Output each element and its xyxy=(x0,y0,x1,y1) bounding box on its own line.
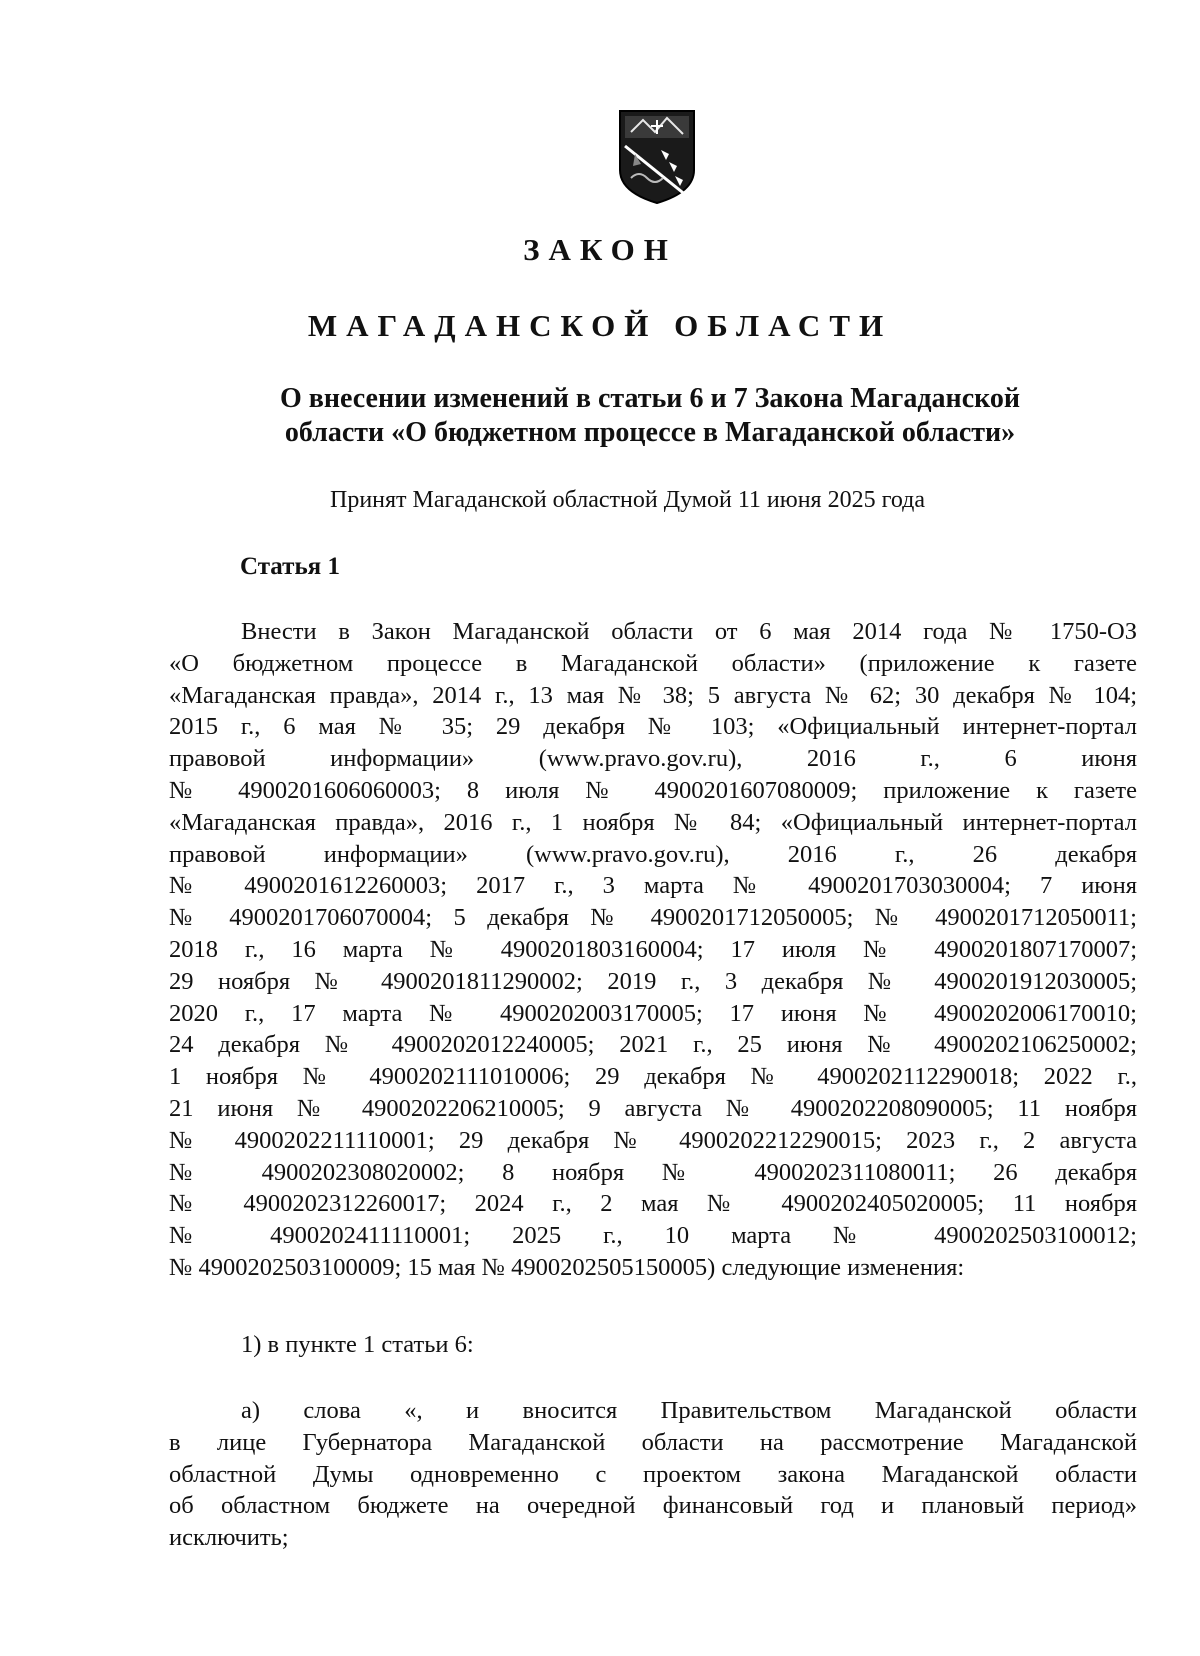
law-subject-heading xyxy=(170,382,1130,450)
paragraph-line: № 4900202411110001; 2025 г., 10 марта № 4900202503100012; xyxy=(169,1222,1137,1250)
paragraph-line: Внести в Закон Магаданской области от 6 мая 2014 года № 1750-ОЗ xyxy=(241,618,1137,645)
paragraph-line: № 4900202211110001; 29 декабря № 4900202212290015; 2023 г., 2 августа xyxy=(169,1126,1137,1154)
paragraph-line: «Магаданская правда», 2016 г., 1 ноября № 84; «Официальный интернет-портал xyxy=(169,808,1137,836)
paragraph-line: правовой информации» (www.pravo.gov.ru), 2016 г., 26 декабря xyxy=(169,840,1137,868)
article-intro-paragraph xyxy=(169,616,1137,1284)
article-heading: Статья 1 xyxy=(240,553,340,580)
paragraph-line: 21 июня № 4900202206210005; 9 августа № 4900202208090005; 11 ноября xyxy=(169,1094,1137,1122)
paragraph-line: № 4900201612260003; 2017 г., 3 марта № 4900201703030004; 7 июня xyxy=(169,872,1137,900)
paragraph-line: 2020 г., 17 марта № 4900202003170005; 17 июня № 4900202006170010; xyxy=(169,999,1137,1027)
subtitle-line: О внесении изменений в статьи 6 и 7 Закона Магаданской xyxy=(279,383,1021,414)
paragraph-line: 24 декабря № 4900202012240005; 2021 г., 25 июня № 4900202106250002; xyxy=(169,1031,1137,1059)
subitem-a-paragraph xyxy=(169,1395,1137,1554)
paragraph-line: № 4900202503100009; 15 мая № 4900202505150005) следующие изменения: xyxy=(169,1253,965,1281)
adoption-note: Принят Магаданской областной Думой 11 июня 2025 года xyxy=(329,487,926,513)
paragraph-line: 1 ноября № 4900202111010006; 29 декабря № 4900202112290018; 2022 г., xyxy=(169,1063,1137,1091)
paragraph-line: правовой информации» (www.pravo.gov.ru), 2016 г., 6 июня xyxy=(169,745,1137,773)
paragraph-line: областной Думы одновременно с проектом закона Магаданской области xyxy=(169,1460,1137,1488)
coat-of-arms-emblem xyxy=(617,108,697,206)
paragraph-line: а) слова «, и вносится Правительством Магаданской области xyxy=(241,1397,1137,1424)
document-title: ЗАКОН xyxy=(523,232,677,267)
item-1: 1) в пункте 1 статьи 6: xyxy=(241,1331,474,1358)
subtitle-line: области «О бюджетном процессе в Магаданской области» xyxy=(284,417,1016,448)
paragraph-line: № 4900201706070004; 5 декабря № 4900201712050005; № 4900201712050011; xyxy=(169,904,1137,932)
paragraph-line: 2018 г., 16 марта № 4900201803160004; 17 июля № 4900201807170007; xyxy=(169,935,1137,963)
paragraph-line: «О бюджетном процессе в Магаданской области» (приложение к газете xyxy=(169,649,1137,677)
document-region: МАГАДАНСКОЙ ОБЛАСТИ xyxy=(307,308,893,343)
paragraph-line: об областном бюджете на очередной финансовый год и плановый период» xyxy=(169,1492,1137,1520)
paragraph-line: 29 ноября № 4900201811290002; 2019 г., 3 декабря № 4900201912030005; xyxy=(169,967,1137,995)
paragraph-line: № 4900201606060003; 8 июля № 4900201607080009; приложение к газете xyxy=(169,776,1137,804)
paragraph-line: «Магаданская правда», 2014 г., 13 мая № 38; 5 августа № 62; 30 декабря № 104; xyxy=(169,681,1137,709)
paragraph-line: № 4900202308020002; 8 ноября № 4900202311080011; 26 декабря xyxy=(169,1158,1137,1186)
paragraph-line: 2015 г., 6 мая № 35; 29 декабря № 103; «Официальный интернет-портал xyxy=(169,713,1137,741)
paragraph-line: в лице Губернатора Магаданской области на рассмотрение Магаданской xyxy=(169,1428,1137,1456)
paragraph-line: исключить; xyxy=(169,1524,289,1552)
paragraph-line: № 4900202312260017; 2024 г., 2 мая № 4900202405020005; 11 ноября xyxy=(169,1190,1137,1218)
